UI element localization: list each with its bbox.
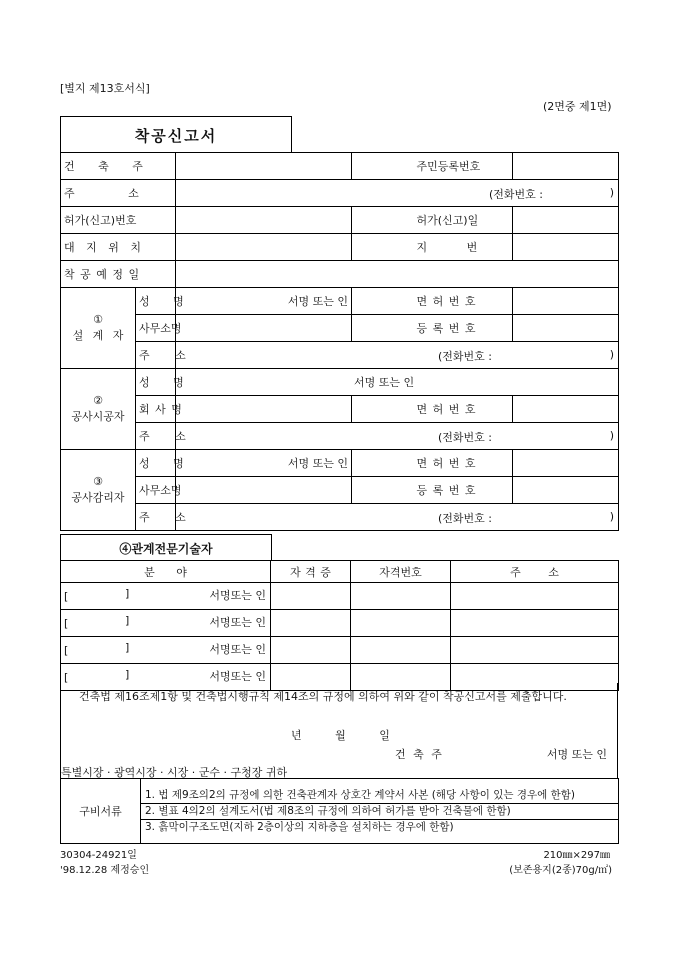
experts-header-address: 주 소 <box>451 561 619 583</box>
docs-item: 2. 별표 4의2의 설계도서(법 제8조의 규정에 의하여 허가를 받아 건축물에 한함) <box>141 803 618 819</box>
designer-office-label: 사무소명 <box>136 315 176 342</box>
address-label: 주 소 <box>61 180 176 207</box>
start-date-label: 착 공 예 정 일 <box>61 261 176 288</box>
owner-field[interactable] <box>176 153 352 180</box>
designer-name-label: 성 명 <box>136 288 176 315</box>
declaration-box <box>60 683 618 779</box>
designer-license-field[interactable] <box>513 288 619 315</box>
designer-reg-field[interactable] <box>513 315 619 342</box>
declaration-text: 건축법 제16조제1항 및 건축법시행규칙 제14조의 규정에 의하여 위와 같이 착공신고서를 제출합니다. <box>79 690 567 703</box>
permit-no-field[interactable] <box>176 207 352 234</box>
supervisor-reg-label: 등 록 번 호 <box>413 477 513 504</box>
footer-code: 30304-24921일 <box>60 850 137 861</box>
expert-address-cell[interactable] <box>451 610 619 637</box>
contractor-address-field[interactable]: (전화번호 : ) <box>176 423 619 450</box>
start-date-field[interactable] <box>176 261 619 288</box>
expert-field-cell[interactable]: [ ] 서명또는 인 <box>61 637 271 664</box>
experts-table <box>60 560 619 691</box>
supervisor-address-label: 주 소 <box>136 504 176 531</box>
experts-header-cert: 자 격 증 <box>271 561 351 583</box>
docs-item: 1. 법 제9조의2의 규정에 의한 건축관계자 상호간 계약서 사본 (해당 사항이 있는 경우에 한함) <box>145 788 575 801</box>
site-field[interactable] <box>176 234 352 261</box>
designer-section: ① 설 계 자 <box>61 288 136 369</box>
footer-approval: '98.12.28 제정승인 <box>60 865 150 876</box>
declaration-sign[interactable]: 서명 또는 인 <box>546 748 607 761</box>
expert-cert-cell[interactable] <box>271 583 351 610</box>
owner-address-field[interactable]: (전화번호 : ) <box>176 180 619 207</box>
expert-address-cell[interactable] <box>451 637 619 664</box>
supervisor-office-label: 사무소명 <box>136 477 176 504</box>
designer-address-field[interactable]: (전화번호 : ) <box>176 342 619 369</box>
experts-header-certno: 자격번호 <box>351 561 451 583</box>
lot-no-field[interactable] <box>513 234 619 261</box>
main-form-table <box>60 152 619 531</box>
supervisor-office-field[interactable] <box>176 477 352 504</box>
declaration-recipient: 특별시장 · 광역시장 · 시장 · 군수 · 구청장 귀하 <box>61 766 288 779</box>
designer-office-field[interactable] <box>176 315 352 342</box>
contractor-name-field[interactable]: 서명 또는 인 <box>176 369 619 396</box>
supervisor-reg-field[interactable] <box>513 477 619 504</box>
contractor-address-label: 주 소 <box>136 423 176 450</box>
designer-license-label: 면 허 번 호 <box>413 288 513 315</box>
expert-cert-cell[interactable] <box>271 610 351 637</box>
permit-date-label: 허가(신고)일 <box>413 207 513 234</box>
contractor-license-label: 면 허 번 호 <box>413 396 513 423</box>
experts-title: ④관계전문기술자 <box>60 534 272 561</box>
resident-no-field[interactable] <box>513 153 619 180</box>
designer-name-field[interactable]: 서명 또는 인 <box>176 288 352 315</box>
contractor-company-field[interactable] <box>176 396 352 423</box>
permit-no-label: 허가(신고)번호 <box>61 207 176 234</box>
supervisor-address-field[interactable]: (전화번호 : ) <box>176 504 619 531</box>
experts-row <box>61 583 619 610</box>
permit-date-field[interactable] <box>513 207 619 234</box>
supervisor-section: ③ 공사감리자 <box>61 450 136 531</box>
declaration-signer: 건 축 주 <box>395 748 442 761</box>
expert-certno-cell[interactable] <box>351 610 451 637</box>
contractor-company-label: 회 사 명 <box>136 396 176 423</box>
designer-address-label: 주 소 <box>136 342 176 369</box>
experts-header-field: 분 야 <box>61 561 271 583</box>
supervisor-name-label: 성 명 <box>136 450 176 477</box>
lot-no-label: 지 번 <box>413 234 513 261</box>
phone-label: (전화번호 : <box>489 188 543 201</box>
page-info: (2면중 제1면) <box>543 100 612 113</box>
declaration-date: 년 월 일 <box>291 729 390 742</box>
expert-certno-cell[interactable] <box>351 583 451 610</box>
supervisor-license-label: 면 허 번 호 <box>413 450 513 477</box>
expert-address-cell[interactable] <box>451 583 619 610</box>
supervisor-license-field[interactable] <box>513 450 619 477</box>
form-title: 착공신고서 <box>60 116 292 153</box>
expert-certno-cell[interactable] <box>351 637 451 664</box>
site-label: 대 지 위 치 <box>61 234 176 261</box>
contractor-name-label: 성 명 <box>136 369 176 396</box>
docs-item: 3. 흙막이구조도면(지하 2층이상의 지하층을 설치하는 경우에 한함) <box>141 819 618 835</box>
experts-row <box>61 637 619 664</box>
experts-row <box>61 610 619 637</box>
supervisor-name-field[interactable]: 서명 또는 인 <box>176 450 352 477</box>
expert-field-cell[interactable]: [ ] 서명또는 인 <box>61 583 271 610</box>
expert-field-cell[interactable]: [ ] 서명또는 인 <box>61 664 271 691</box>
expert-field-cell[interactable]: [ ] 서명또는 인 <box>61 610 271 637</box>
designer-reg-label: 등 록 번 호 <box>413 315 513 342</box>
footer-paper: (보존용지(2종)70g/㎡) <box>509 865 612 876</box>
form-id: [별지 제13호서식] <box>60 82 150 95</box>
docs-label: 구비서류 <box>61 779 141 844</box>
footer-size: 210㎜×297㎜ <box>543 850 610 861</box>
expert-cert-cell[interactable] <box>271 637 351 664</box>
contractor-license-field[interactable] <box>513 396 619 423</box>
docs-list <box>141 779 619 844</box>
owner-label: 건 축 주 <box>61 153 176 180</box>
resident-no-label: 주민등록번호 <box>413 153 513 180</box>
contractor-section: ② 공사시공자 <box>61 369 136 450</box>
required-docs-table <box>60 778 619 844</box>
